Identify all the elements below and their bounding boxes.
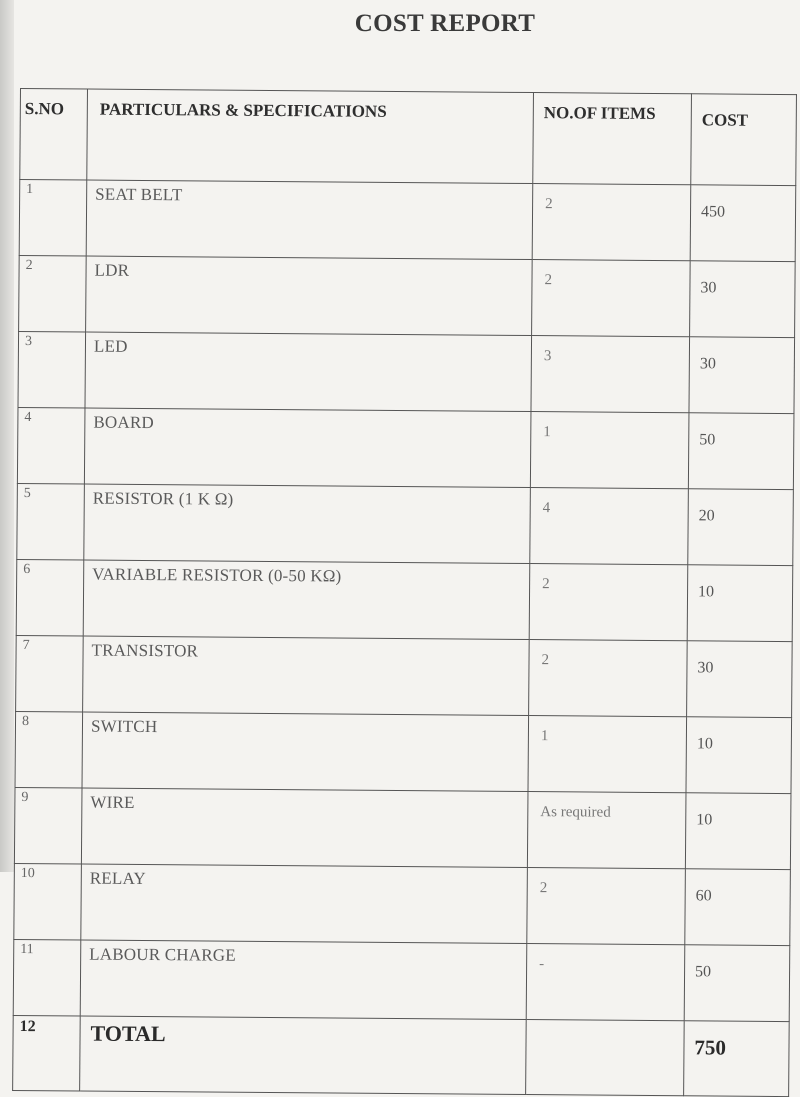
row-items: - bbox=[526, 944, 685, 1021]
row-sno: 9 bbox=[14, 787, 82, 864]
row-cost: 50 bbox=[688, 413, 794, 490]
row-particular: RESISTOR (1 K Ω) bbox=[84, 484, 531, 564]
row-particular: SWITCH bbox=[82, 712, 529, 792]
cost-table-wrapper bbox=[12, 88, 796, 1097]
row-items: 1 bbox=[528, 716, 687, 793]
row-items: 4 bbox=[530, 488, 689, 565]
total-row bbox=[13, 1015, 790, 1096]
table-row bbox=[16, 635, 793, 717]
row-particular: WIRE bbox=[81, 788, 528, 868]
table-row bbox=[14, 863, 791, 945]
cost-table bbox=[12, 88, 797, 1097]
total-cost: 750 bbox=[684, 1021, 790, 1097]
row-sno: 6 bbox=[16, 559, 84, 636]
row-cost: 30 bbox=[690, 261, 796, 338]
header-sno: S.NO bbox=[20, 89, 88, 181]
header-items: NO.OF ITEMS bbox=[533, 93, 692, 185]
row-sno: 10 bbox=[14, 863, 82, 940]
row-particular: LDR bbox=[86, 256, 533, 336]
table-row bbox=[17, 407, 794, 489]
row-particular: LABOUR CHARGE bbox=[80, 940, 527, 1020]
row-cost: 10 bbox=[685, 793, 791, 870]
row-particular: TRANSISTOR bbox=[83, 636, 530, 716]
row-items: 3 bbox=[531, 336, 690, 413]
row-sno: 2 bbox=[19, 255, 87, 332]
header-cost: COST bbox=[691, 94, 797, 186]
row-items: 2 bbox=[529, 564, 688, 641]
total-label: TOTAL bbox=[80, 1016, 527, 1095]
table-row bbox=[15, 711, 792, 793]
row-cost: 50 bbox=[684, 945, 790, 1022]
row-particular: BOARD bbox=[84, 408, 531, 488]
table-header-row bbox=[20, 89, 797, 186]
row-sno: 4 bbox=[17, 407, 85, 484]
row-cost: 30 bbox=[689, 337, 795, 414]
row-items: 1 bbox=[530, 412, 689, 489]
table-row bbox=[14, 787, 791, 869]
table-row bbox=[13, 939, 790, 1021]
row-cost: 450 bbox=[690, 185, 796, 262]
row-sno: 3 bbox=[18, 331, 86, 408]
row-cost: 60 bbox=[685, 869, 791, 946]
table-row bbox=[18, 331, 795, 413]
row-cost: 20 bbox=[688, 489, 794, 566]
header-particulars: PARTICULARS & SPECIFICATIONS bbox=[87, 89, 534, 184]
row-cost: 30 bbox=[687, 641, 793, 718]
page-edge bbox=[0, 0, 14, 872]
total-sno: 12 bbox=[13, 1015, 81, 1091]
row-items: 2 bbox=[527, 868, 686, 945]
table-row bbox=[16, 559, 793, 641]
row-cost: 10 bbox=[687, 565, 793, 642]
row-cost: 10 bbox=[686, 717, 792, 794]
row-particular: VARIABLE RESISTOR (0-50 KΩ) bbox=[83, 560, 530, 640]
row-particular: RELAY bbox=[81, 864, 528, 944]
row-sno: 11 bbox=[13, 939, 81, 1016]
row-particular: SEAT BELT bbox=[86, 180, 533, 260]
page-title: COST REPORT bbox=[354, 10, 536, 37]
row-sno: 7 bbox=[16, 635, 84, 712]
row-items: 2 bbox=[532, 260, 691, 337]
table-row bbox=[17, 483, 794, 565]
row-items: 2 bbox=[529, 640, 688, 717]
total-items bbox=[526, 1020, 685, 1096]
row-sno: 5 bbox=[17, 483, 85, 560]
table-row bbox=[19, 180, 796, 262]
row-items: 2 bbox=[532, 184, 691, 261]
row-items: As required bbox=[527, 792, 686, 869]
row-sno: 8 bbox=[15, 711, 83, 788]
table-row bbox=[19, 255, 796, 337]
row-particular: LED bbox=[85, 332, 532, 412]
row-sno: 1 bbox=[19, 180, 87, 257]
